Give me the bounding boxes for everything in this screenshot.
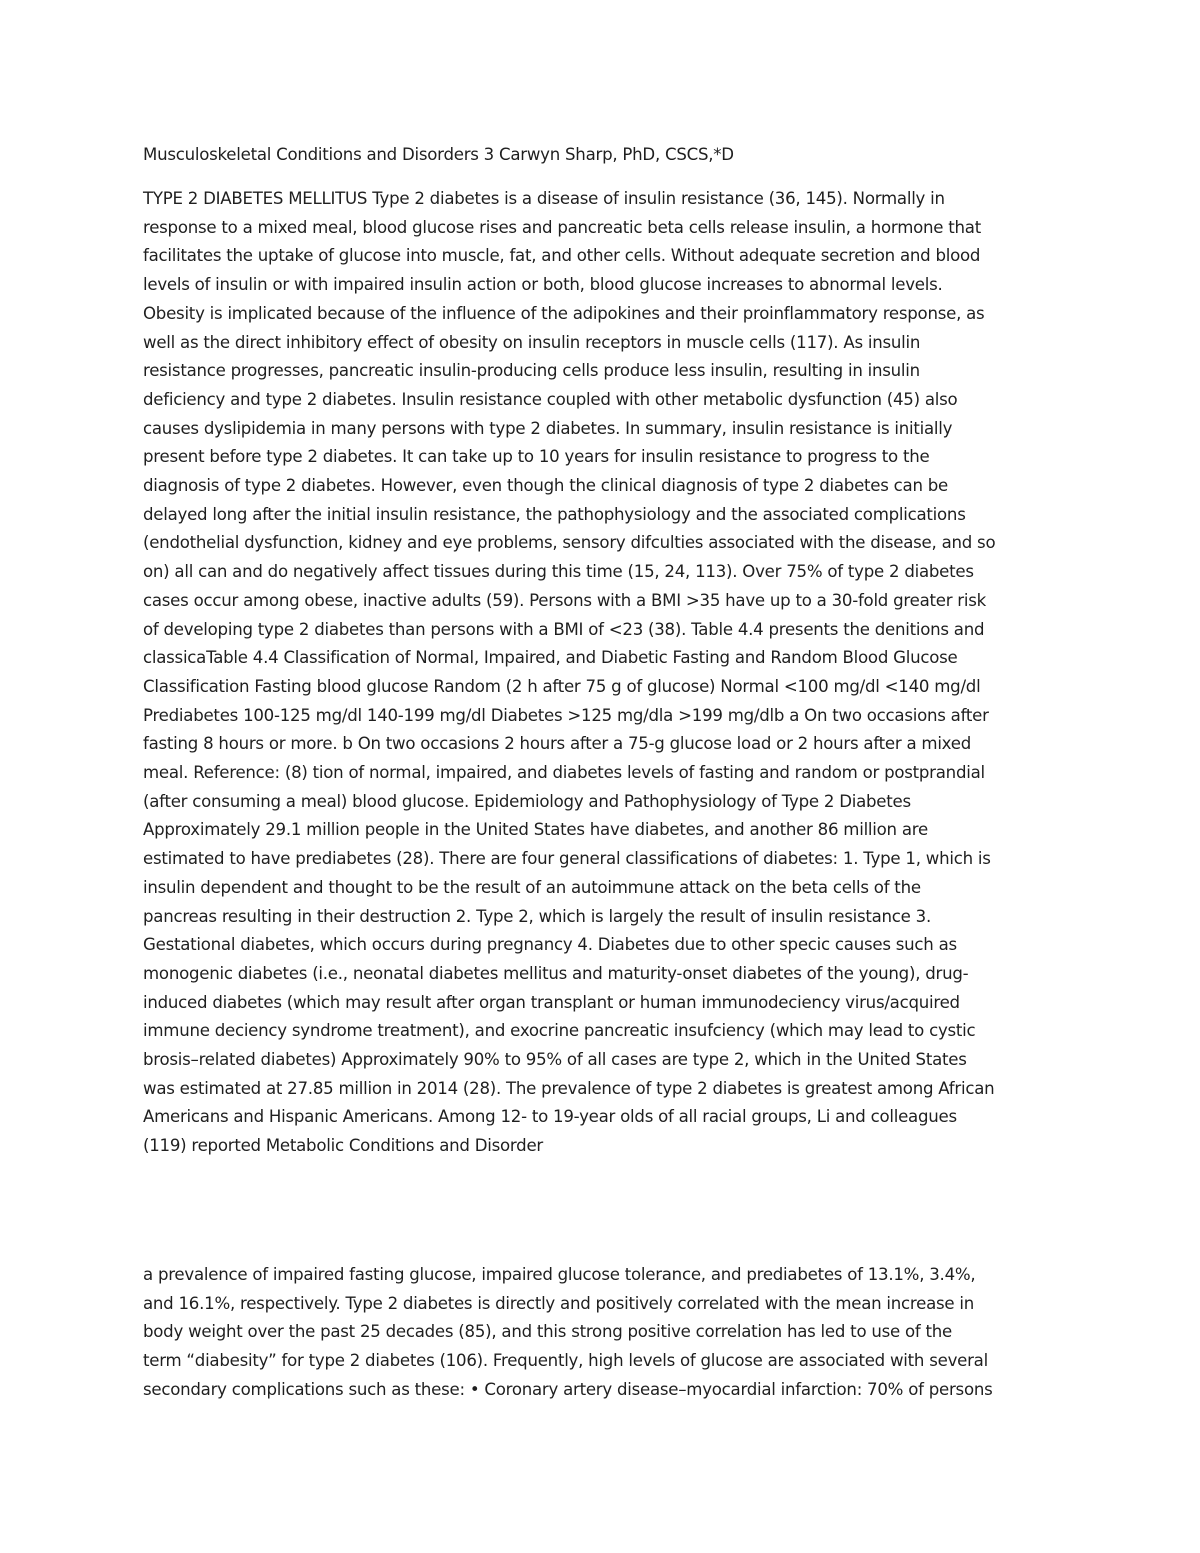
text-line: term “diabesity” for type 2 diabetes (106). Frequently, high levels of glucose are associated with several bbox=[143, 1351, 988, 1371]
text-line: immune deciency syndrome treatment), and exocrine pancreatic insufciency (which may lead to cystic bbox=[143, 1021, 976, 1041]
text-line: monogenic diabetes (i.e., neonatal diabetes mellitus and maturity-onset diabetes of the young), drug- bbox=[143, 963, 969, 983]
text-line: on) all can and do negatively affect tissues during this time (15, 24, 113). Over 75% of type 2 diabetes bbox=[143, 562, 974, 582]
text-line: (119) reported Metabolic Conditions and Disorder bbox=[143, 1136, 543, 1156]
text-line: induced diabetes (which may result after organ transplant or human immunodeciency virus/acquired bbox=[143, 992, 960, 1012]
text-line: Obesity is implicated because of the influence of the adipokines and their proinflammatory response, as bbox=[143, 303, 985, 323]
text-line: levels of insulin or with impaired insulin action or both, blood glucose increases to abnormal levels. bbox=[143, 275, 943, 295]
text-line: TYPE 2 DIABETES MELLITUS Type 2 diabetes is a disease of insulin resistance (36, 145). Normally in bbox=[143, 189, 945, 208]
text-line: was estimated at 27.85 million in 2014 (28). The prevalence of type 2 diabetes is greatest among African bbox=[143, 1078, 995, 1098]
text-line: deficiency and type 2 diabetes. Insulin resistance coupled with other metabolic dysfunction (45) also bbox=[143, 389, 958, 409]
text-line: (endothelial dysfunction, kidney and eye problems, sensory difculties associated with the disease, and so bbox=[143, 533, 996, 553]
text-line: Approximately 29.1 million people in the United States have diabetes, and another 86 million are bbox=[143, 820, 928, 840]
text-line: Americans and Hispanic Americans. Among 12- to 19-year olds of all racial groups, Li and colleagues bbox=[143, 1107, 957, 1127]
text-line: Prediabetes 100-125 mg/dl 140-199 mg/dl Diabetes >125 mg/dla >199 mg/dlb a On two occasions after bbox=[143, 705, 989, 725]
text-line: (after consuming a meal) blood glucose. Epidemiology and Pathophysiology of Type 2 Diabetes bbox=[143, 791, 911, 811]
text-line: diagnosis of type 2 diabetes. However, even though the clinical diagnosis of type 2 diabetes can be bbox=[143, 476, 949, 495]
text-line: resistance progresses, pancreatic insulin-producing cells produce less insulin, resulting in insulin bbox=[143, 361, 920, 381]
text-line: and 16.1%, respectively. Type 2 diabetes is directly and positively correlated with the mean increase in bbox=[143, 1293, 974, 1313]
text-line: of developing type 2 diabetes than persons with a BMI of <23 (38). Table 4.4 presents the denitions and bbox=[143, 619, 985, 639]
text-line: secondary complications such as these: • Coronary artery disease–myocardial infarction: 70% of persons bbox=[143, 1379, 993, 1399]
text-line: pancreas resulting in their destruction 2. Type 2, which is largely the result of insulin resistance 3. bbox=[143, 906, 931, 926]
text-line: brosis–related diabetes) Approximately 90% to 95% of all cases are type 2, which in the United States bbox=[143, 1050, 967, 1069]
text-line: insulin dependent and thought to be the result of an autoimmune attack on the beta cells of the bbox=[143, 877, 921, 897]
text-line: facilitates the uptake of glucose into muscle, fat, and other cells. Without adequate secretion and blood bbox=[143, 246, 981, 266]
text-line: well as the direct inhibitory effect of obesity on insulin receptors in muscle cells (117). As insulin bbox=[143, 332, 921, 352]
text-line: meal. Reference: (8) tion of normal, impaired, and diabetes levels of fasting and random or postprandial bbox=[143, 763, 985, 782]
text-line: delayed long after the initial insulin resistance, the pathophysiology and the associated complications bbox=[143, 504, 966, 524]
text-line: Classification Fasting blood glucose Random (2 h after 75 g of glucose) Normal <100 mg/dl <140 mg/dl bbox=[143, 676, 981, 696]
text-line: response to a mixed meal, blood glucose rises and pancreatic beta cells release insulin, a hormone that bbox=[143, 217, 981, 237]
text-line: estimated to have prediabetes (28). There are four general classifications of diabetes: 1. Type 1, which is bbox=[143, 849, 991, 869]
document-title: Musculoskeletal Conditions and Disorders 3 Carwyn Sharp, PhD, CSCS,*D bbox=[143, 145, 734, 164]
text-line: body weight over the past 25 decades (85), and this strong positive correlation has led to use of the bbox=[143, 1322, 953, 1342]
text-line: cases occur among obese, inactive adults (59). Persons with a BMI >35 have up to a 30-fold greater risk bbox=[143, 590, 986, 610]
text-line: fasting 8 hours or more. b On two occasions 2 hours after a 75-g glucose load or 2 hours after a mixed bbox=[143, 734, 971, 754]
text-line: present before type 2 diabetes. It can take up to 10 years for insulin resistance to progress to the bbox=[143, 447, 930, 467]
text-line: Gestational diabetes, which occurs during pregnancy 4. Diabetes due to other specic causes such as bbox=[143, 935, 957, 955]
text-line: a prevalence of impaired fasting glucose, impaired glucose tolerance, and prediabetes of 13.1%, 3.4%, bbox=[143, 1265, 976, 1284]
text-line: classicaTable 4.4 Classification of Normal, Impaired, and Diabetic Fasting and Random Blood Glucose bbox=[143, 648, 958, 668]
text-line: causes dyslipidemia in many persons with type 2 diabetes. In summary, insulin resistance is initially bbox=[143, 418, 953, 438]
